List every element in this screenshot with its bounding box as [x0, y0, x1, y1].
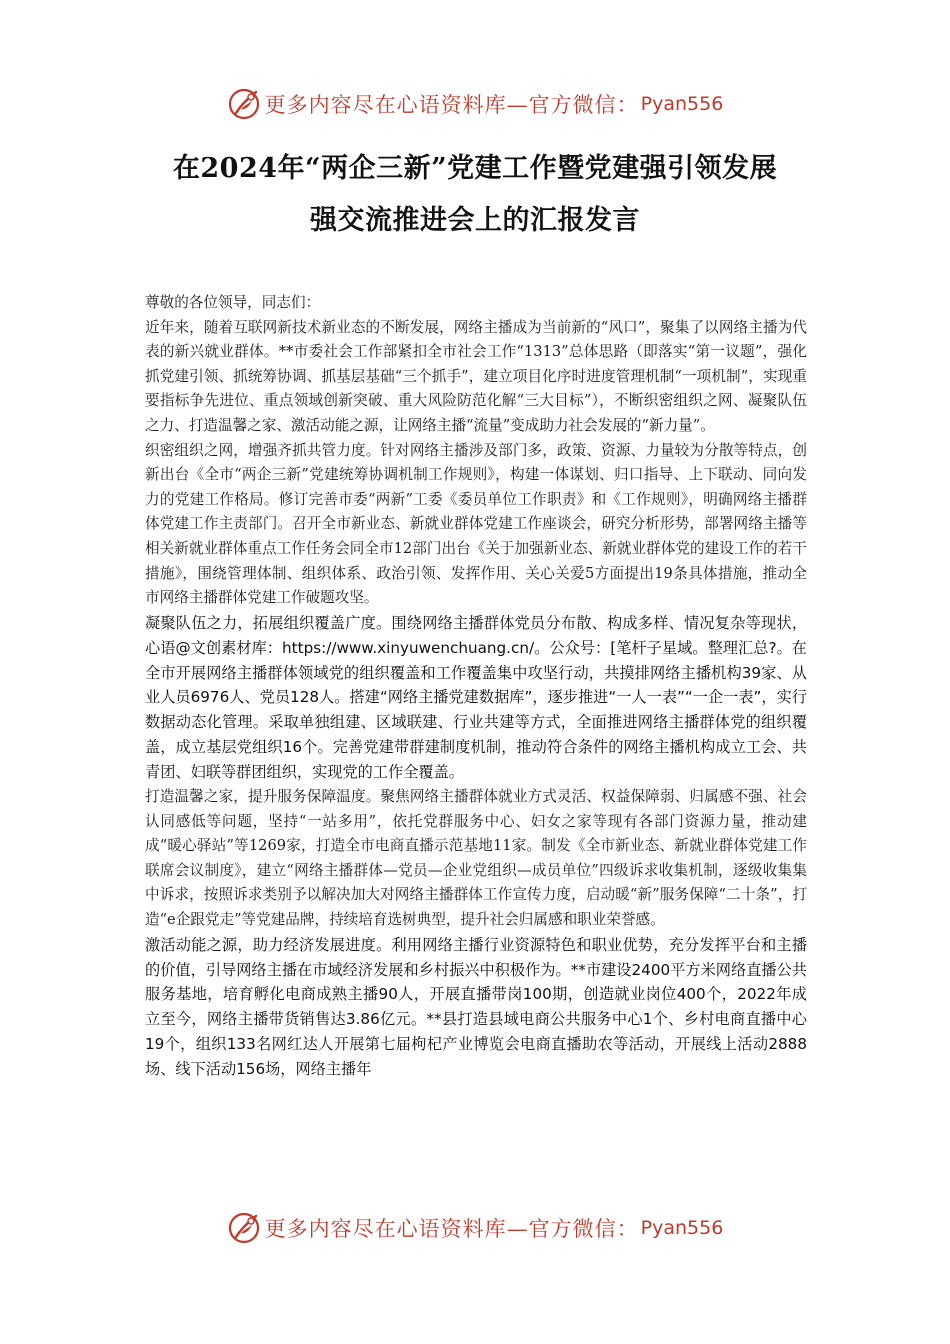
- document-title-line-2: 强交流推进会上的汇报发言: [310, 205, 640, 236]
- paragraph-team-strength: 凝聚队伍之力，拓展组织覆盖广度。围绕网络主播群体党员分布散、构成多样、情况复杂等现状，心语@文创素材库：https://www.xinyuwenchuang.cn/。公众号：[笔杆子星域。整理汇总?。在全市开展网络主播群体领域党的组织覆盖和工作覆盖集中攻坚行动，共摸排网络主播机构39家、从业人员6976人、党员128人。搭建“网络主播党建数据库”，逐步推进“一人一表”“一企一表”，实行数据动态化管理。采取单独组建、区域联建、行业共建等方式，全面推进网络主播群体党的组织覆盖，成立基层党组织16个。完善党建带群建制度机制，推动符合条件的网络主播机构成立工会、共青团、妇联等群团组织，实现党的工作全覆盖。: [145, 613, 807, 782]
- banner-text: 更多内容尽在心语资料库—官方微信：: [264, 93, 639, 117]
- paragraph-economic-momentum: 激活动能之源，助力经济发展进度。利用网络主播行业资源特色和职业优势，充分发挥平台和主播的价值，引导网络主播在市域经济发展和乡村振兴中积极作为。**市建设2400平方米网络直播公共服务基地，培育孵化电商成熟主播90人，开展直播带岗100期，创造就业岗位400个，2022年成立至今，网络主播带货销售达3.86亿元。**县打造县域电商公共服务中心1个、乡村电商直播中心19个，组织133名网红达人开展第七届枸杞产业博览会电商直播助农等活动，开展线上活动2888场、线下活动156场，网络主播年: [145, 935, 807, 1079]
- paragraph-warm-home: 打造温馨之家，提升服务保障温度。聚焦网络主播群体就业方式灵活、权益保障弱、归属感不强、社会认同感低等问题，坚持“一站多用”，依托党群服务中心、妇女之家等现有各部门资源力量，推动建成“暖心驿站”等1269家，打造全市电商直播示范基地11家。制发《全市新业态、新就业群体党建工作联席会议制度》，建立“网络主播群体—党员—企业党组织—成员单位”四级诉求收集机制，逐级收集集中诉求，按照诉求类别予以解决加大对网络主播群体工作宣传力度，启动暖“新”服务保障“二十条”，打造“e企跟党走”等党建品牌，持续培育选树典型，提升社会归属感和职业荣誉感。: [145, 788, 807, 929]
- paragraph-intro: 近年来，随着互联网新技术新业态的不断发展，网络主播成为当前新的“风口”，聚集了以网络主播为代表的新兴就业群体。**市委社会工作部紧扣全市社会工作“1313”总体思路（即落实“第一议题”，强化抓党建引领、抓统筹协调、抓基层基础“三个抓手”，建立项目化序时进度管理机制“一项机制”，实现重要指标争先进位、重点领域创新突破、重大风险防范化解“三大目标”），不断织密组织之网、凝聚队伍之力、打造温馨之家、激活动能之源，让网络主播“流量”变成助力社会发展的“新力量”。: [145, 318, 807, 434]
- quill-logo-icon: [227, 1211, 261, 1245]
- banner-wechat-id: Pyan556: [640, 1217, 724, 1239]
- salutation: 尊敬的各位领导，同志们：: [145, 294, 321, 311]
- quill-logo-icon: [227, 87, 261, 121]
- document-title-line-1: 在2024年“两企三新”党建工作暨党建强引领发展: [172, 153, 778, 184]
- footer-watermark-banner: [0, 1206, 950, 1250]
- paragraph-organization-network: 织密组织之网，增强齐抓共管力度。针对网络主播涉及部门多，政策、资源、力量较为分散等特点，创新出台《全市“两企三新”党建统筹协调机制工作规则》，构建一体谋划、归口指导、上下联动、同向发力的党建工作格局。修订完善市委“两新”工委《委员单位工作职责》和《工作规则》，明确网络主播群体党建工作主责部门。召开全市新业态、新就业群体党建工作座谈会，研究分析形势，部署网络主播等相关新就业群体重点工作任务会同全市12部门出台《关于加强新业态、新就业群体党的建设工作的若干措施》，围绕管理体制、组织体系、政治引领、发挥作用、关心关爱5方面提出19条具体措施，推动全市网络主播群体党建工作破题攻坚。: [145, 441, 807, 607]
- banner-text: 更多内容尽在心语资料库—官方微信：: [264, 1217, 639, 1241]
- banner-wechat-id: Pyan556: [640, 93, 724, 115]
- document-body: [145, 291, 807, 1082]
- header-watermark-banner: [0, 82, 950, 126]
